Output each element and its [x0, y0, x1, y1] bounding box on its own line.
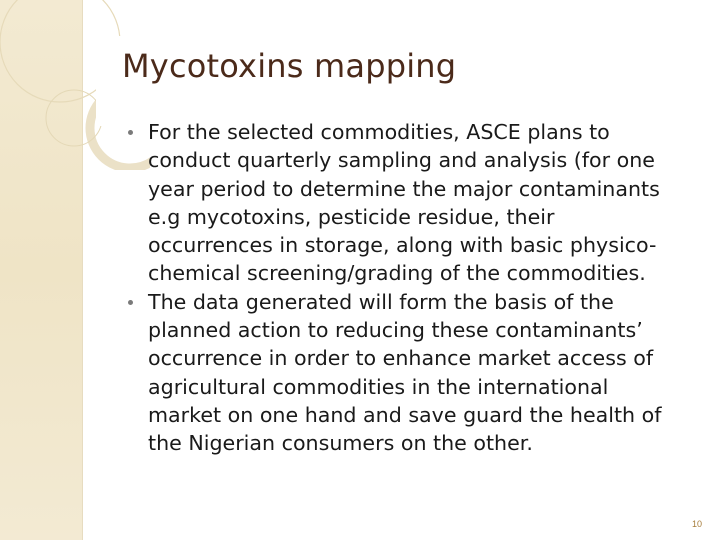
bullet-line: chemical screening/grading of the commodities. [148, 261, 646, 286]
slide-title: Mycotoxins mapping [122, 47, 457, 85]
bullet-line: year period to determine the major contaminants [148, 176, 660, 201]
bullet-line: conduct quarterly sampling and analysis (for one [148, 148, 655, 173]
bullet-line: occurrence in order to enhance market access of [148, 346, 654, 371]
bullet-item [148, 288, 708, 458]
bullet-dot-icon [128, 300, 133, 305]
bullet-line: occurrences in storage, along with basic physico- [148, 233, 657, 258]
bullet-line: e.g mycotoxins, pesticide residue, their [148, 204, 555, 229]
bullet-line: the Nigerian consumers on the other. [148, 431, 533, 456]
bullet-line: market on one hand and save guard the health of [148, 402, 662, 427]
bullet-line: The data generated will form the basis of the [148, 289, 614, 314]
bullet-line: agricultural commodities in the international [148, 374, 609, 399]
page-number: 10 [692, 519, 703, 529]
bullet-dot-icon [128, 130, 133, 135]
bullet-line: For the selected commodities, ASCE plans to [148, 120, 610, 144]
bullet-list [148, 118, 708, 458]
bullet-line: planned action to reducing these contaminants’ [148, 318, 643, 343]
bullet-item [148, 118, 708, 288]
